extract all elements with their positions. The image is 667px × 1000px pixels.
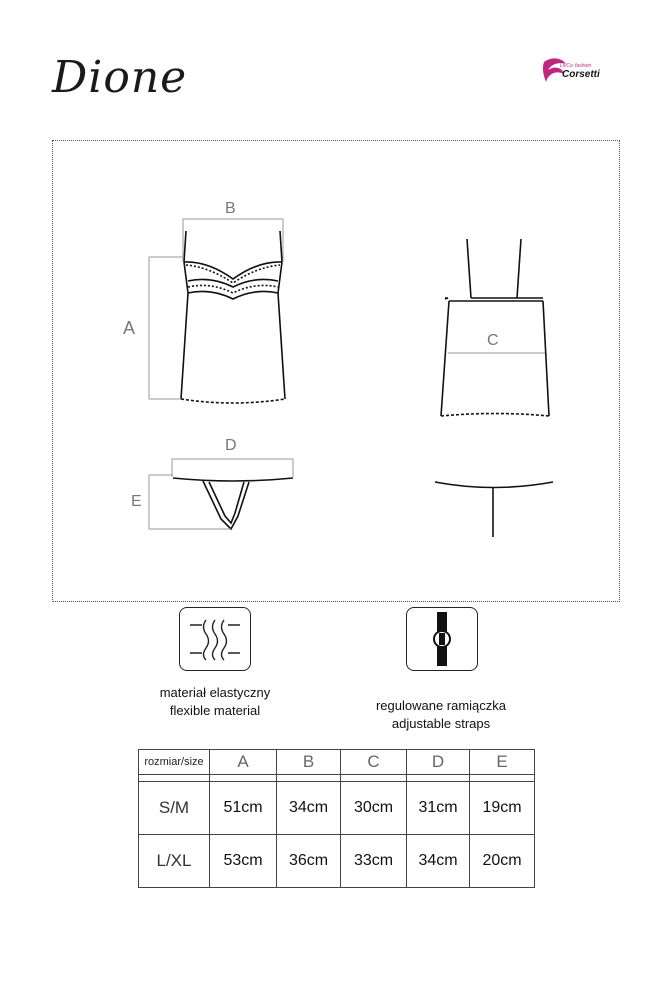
measurement-diagram	[52, 140, 620, 602]
value-cell: 19cm	[470, 782, 535, 835]
label-b: B	[225, 200, 236, 217]
size-table	[138, 749, 535, 888]
adjustable-straps-icon	[406, 607, 478, 671]
value-cell: 33cm	[341, 835, 407, 888]
label-a: A	[123, 318, 136, 338]
column-header-d: D	[407, 750, 470, 775]
column-header-b: B	[277, 750, 341, 775]
table-row	[139, 782, 535, 835]
size-cell: S/M	[139, 782, 210, 835]
dimension-lines-front	[149, 219, 283, 399]
thong-back-drawing	[435, 482, 553, 537]
table-row	[139, 835, 535, 888]
feature-flexible-pl: materiał elastyczny	[159, 685, 271, 700]
brand-logo	[540, 52, 620, 92]
label-d: D	[225, 437, 237, 454]
value-cell: 53cm	[210, 835, 277, 888]
value-cell: 30cm	[341, 782, 407, 835]
value-cell: 36cm	[277, 835, 341, 888]
flexible-material-icon	[179, 607, 251, 671]
value-cell: 51cm	[210, 782, 277, 835]
feature-adjustable-straps	[336, 697, 546, 733]
size-cell: L/XL	[139, 835, 210, 888]
column-header-e: E	[470, 750, 535, 775]
value-cell: 31cm	[407, 782, 470, 835]
chemise-back-drawing	[441, 239, 549, 416]
size-table-header	[139, 750, 535, 775]
feature-flexible-en: flexible material	[169, 703, 261, 718]
column-header-c: C	[341, 750, 407, 775]
brand-line2: Corsetti	[562, 69, 600, 80]
value-cell: 20cm	[470, 835, 535, 888]
feature-straps-en: adjustable straps	[391, 716, 491, 731]
feature-straps-pl: regulowane ramiączka	[375, 698, 507, 713]
brand-line1: LivCo	[560, 63, 573, 69]
value-cell: 34cm	[407, 835, 470, 888]
label-c: C	[487, 332, 499, 349]
label-e: E	[131, 493, 142, 510]
thong-front-drawing	[173, 478, 293, 529]
brand-line1-small: fashion	[575, 63, 592, 69]
feature-flexible-material	[120, 684, 310, 720]
chemise-front-drawing	[181, 231, 285, 403]
value-cell: 34cm	[277, 782, 341, 835]
size-header-label: rozmiar/size	[139, 750, 210, 775]
product-title: Dione	[52, 52, 188, 103]
column-header-a: A	[210, 750, 277, 775]
